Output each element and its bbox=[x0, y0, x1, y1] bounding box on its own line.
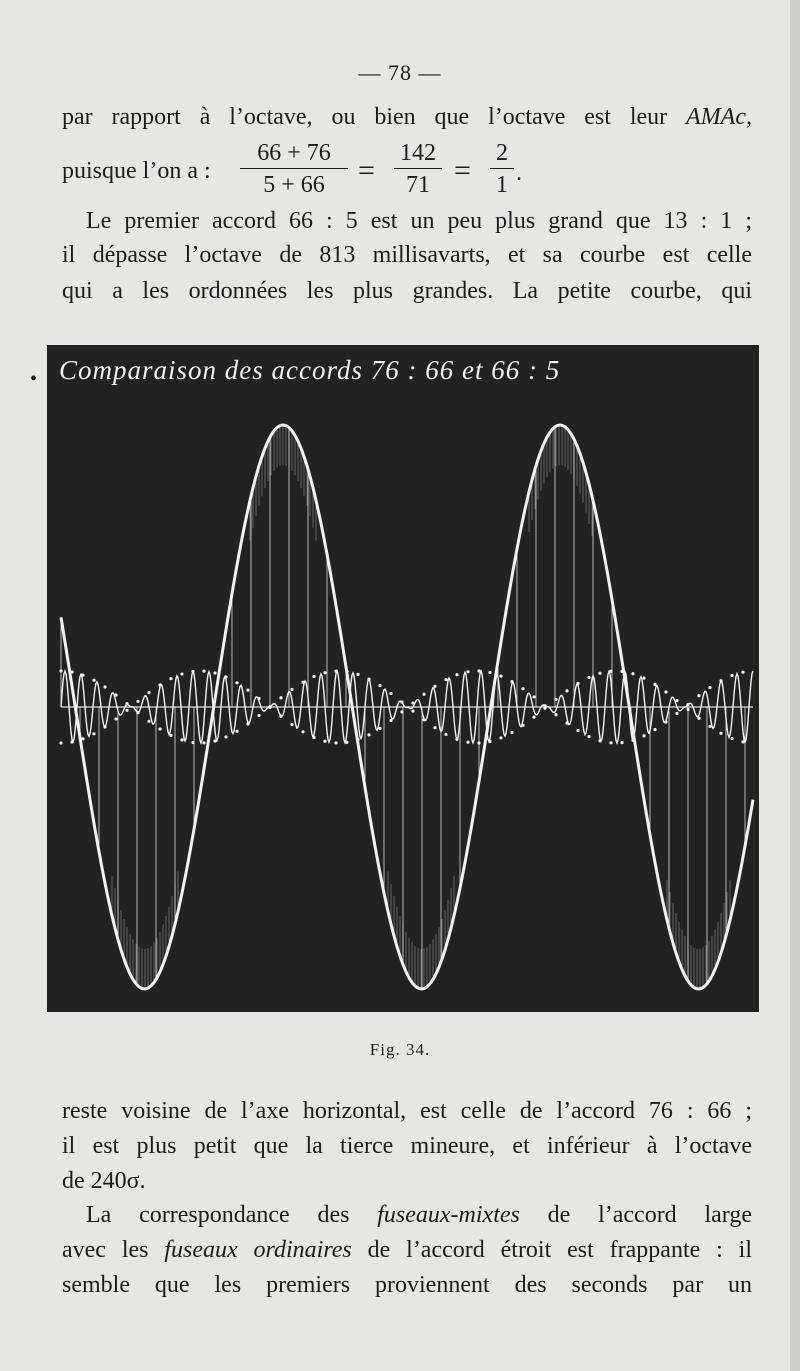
text-line: de 240σ. bbox=[62, 1168, 146, 1194]
figure-caption: Fig. 34. bbox=[369, 1040, 431, 1059]
envelope-dot bbox=[323, 671, 326, 674]
envelope-dot bbox=[224, 675, 227, 678]
envelope-dot bbox=[455, 673, 458, 676]
envelope-dot bbox=[213, 739, 216, 742]
envelope-dot bbox=[224, 735, 227, 738]
italic-term: AMAc, bbox=[686, 104, 752, 130]
text-line: reste voisine de l’axe horizontal, est celle de l’accord 76 : 66 ; bbox=[62, 1098, 752, 1124]
envelope-dot bbox=[125, 702, 128, 705]
envelope-dot bbox=[741, 740, 744, 743]
envelope-dot bbox=[81, 737, 84, 740]
envelope-dot bbox=[488, 671, 491, 674]
text-span: de l’accord étroit est frappante : il bbox=[351, 1237, 752, 1263]
envelope-dot bbox=[675, 712, 678, 715]
envelope-dot bbox=[312, 736, 315, 739]
text-line: qui a les ordonnées les plus grandes. La petite courbe, qui bbox=[62, 278, 752, 304]
fraction-denominator: 71 bbox=[406, 172, 430, 198]
envelope-dot bbox=[114, 717, 117, 720]
envelope-dot bbox=[323, 740, 326, 743]
envelope-dot bbox=[708, 686, 711, 689]
envelope-dot bbox=[686, 703, 689, 706]
envelope-dot bbox=[433, 685, 436, 688]
envelope-dot bbox=[719, 732, 722, 735]
envelope-dot bbox=[290, 688, 293, 691]
envelope-dot bbox=[367, 733, 370, 736]
text-span: avec les bbox=[62, 1237, 165, 1263]
envelope-dot bbox=[147, 720, 150, 723]
italic-term: fuseaux-mixtes bbox=[377, 1202, 520, 1228]
text-line bbox=[62, 1233, 752, 1267]
envelope-dot bbox=[664, 690, 667, 693]
text-line bbox=[62, 100, 752, 134]
envelope-dot bbox=[653, 683, 656, 686]
envelope-dot bbox=[444, 733, 447, 736]
envelope-dot bbox=[631, 672, 634, 675]
envelope-dot bbox=[521, 724, 524, 727]
envelope-dot bbox=[609, 670, 612, 673]
formula-period: . bbox=[516, 160, 522, 186]
envelope-dot bbox=[92, 732, 95, 735]
envelope-dot bbox=[345, 741, 348, 744]
envelope-dot bbox=[510, 680, 513, 683]
envelope-dot bbox=[235, 730, 238, 733]
envelope-dot bbox=[169, 677, 172, 680]
envelope-dot bbox=[697, 694, 700, 697]
envelope-dot bbox=[70, 740, 73, 743]
envelope-dot bbox=[466, 670, 469, 673]
envelope-dot bbox=[477, 741, 480, 744]
envelope-dot bbox=[521, 687, 524, 690]
envelope-dot bbox=[169, 734, 172, 737]
envelope-dot bbox=[565, 689, 568, 692]
fraction-1 bbox=[240, 138, 348, 199]
envelope-dot bbox=[620, 670, 623, 673]
page-number: — 78 — bbox=[358, 60, 442, 85]
envelope-dot bbox=[114, 693, 117, 696]
envelope-dot bbox=[290, 723, 293, 726]
envelope-dot bbox=[158, 727, 161, 730]
envelope-dot bbox=[664, 720, 667, 723]
envelope-dot bbox=[620, 741, 623, 744]
figure-title: Comparaison des accords 76 : 66 et 66 : 5 bbox=[59, 355, 561, 385]
envelope-dot bbox=[587, 735, 590, 738]
envelope-dot bbox=[257, 714, 260, 717]
envelope-dot bbox=[411, 701, 414, 704]
envelope-dot bbox=[191, 670, 194, 673]
envelope-dot bbox=[422, 718, 425, 721]
envelope-dot bbox=[367, 678, 370, 681]
envelope-dot bbox=[631, 739, 634, 742]
waveform-figure bbox=[47, 345, 759, 1012]
equals-sign: = bbox=[358, 154, 375, 187]
envelope-dot bbox=[455, 738, 458, 741]
envelope-dot bbox=[499, 736, 502, 739]
envelope-dot bbox=[697, 717, 700, 720]
envelope-dot bbox=[213, 671, 216, 674]
envelope-dot bbox=[554, 698, 557, 701]
envelope-dot bbox=[642, 677, 645, 680]
envelope-dot bbox=[422, 693, 425, 696]
envelope-dot bbox=[378, 727, 381, 730]
text-line: il dépasse l’octave de 813 millisavarts, et sa courbe est celle bbox=[62, 242, 752, 268]
figure-plate bbox=[47, 345, 759, 1012]
formula-lead: puisque l’on a : bbox=[62, 158, 211, 184]
text-line: semble que les premiers proviennent des seconds par un bbox=[62, 1272, 752, 1298]
fraction-2 bbox=[394, 138, 442, 199]
equals-sign: = bbox=[454, 154, 471, 187]
envelope-dot bbox=[334, 669, 337, 672]
envelope-dot bbox=[59, 741, 62, 744]
page-edge bbox=[790, 0, 800, 1371]
text-line: il est plus petit que la tierce mineure, et inférieur à l’octave bbox=[62, 1133, 752, 1159]
text-line: Le premier accord 66 : 5 est un peu plus grand que 13 : 1 ; bbox=[86, 208, 752, 234]
envelope-dot bbox=[103, 685, 106, 688]
envelope-dot bbox=[268, 706, 271, 709]
envelope-dot bbox=[444, 678, 447, 681]
envelope-dot bbox=[180, 672, 183, 675]
envelope-dot bbox=[400, 710, 403, 713]
envelope-dot bbox=[598, 672, 601, 675]
envelope-dot bbox=[488, 740, 491, 743]
envelope-dot bbox=[202, 741, 205, 744]
envelope-dot bbox=[400, 701, 403, 704]
envelope-dot bbox=[158, 683, 161, 686]
fraction-numerator: 142 bbox=[400, 140, 436, 166]
envelope-dot bbox=[246, 722, 249, 725]
formula bbox=[62, 138, 622, 202]
italic-term: fuseaux ordinaires bbox=[164, 1237, 352, 1263]
envelope-dot bbox=[136, 711, 139, 714]
envelope-dot bbox=[312, 675, 315, 678]
envelope-dot bbox=[532, 695, 535, 698]
envelope-dot bbox=[675, 699, 678, 702]
margin-mark: • bbox=[30, 368, 38, 390]
fraction-numerator: 2 bbox=[496, 140, 508, 166]
envelope-dot bbox=[356, 673, 359, 676]
envelope-dot bbox=[532, 715, 535, 718]
envelope-dot bbox=[136, 700, 139, 703]
envelope-dot bbox=[59, 669, 62, 672]
envelope-dot bbox=[543, 707, 546, 710]
envelope-dot bbox=[565, 722, 568, 725]
text-span: La correspondance des bbox=[86, 1202, 378, 1228]
text-span: de l’accord large bbox=[519, 1202, 752, 1228]
envelope-dot bbox=[378, 684, 381, 687]
envelope-dot bbox=[554, 713, 557, 716]
envelope-dot bbox=[235, 681, 238, 684]
envelope-dot bbox=[103, 725, 106, 728]
envelope-dot bbox=[576, 729, 579, 732]
envelope-dot bbox=[279, 696, 282, 699]
envelope-dot bbox=[180, 738, 183, 741]
envelope-dot bbox=[719, 679, 722, 682]
envelope-dot bbox=[279, 715, 282, 718]
envelope-dot bbox=[147, 691, 150, 694]
envelope-dot bbox=[356, 738, 359, 741]
envelope-dot bbox=[499, 674, 502, 677]
envelope-dot bbox=[334, 741, 337, 744]
envelope-dot bbox=[433, 726, 436, 729]
envelope-dot bbox=[345, 670, 348, 673]
fraction-3 bbox=[490, 138, 514, 199]
envelope-dot bbox=[92, 679, 95, 682]
envelope-dot bbox=[466, 741, 469, 744]
envelope-dot bbox=[202, 670, 205, 673]
envelope-dot bbox=[81, 674, 84, 677]
envelope-dot bbox=[70, 670, 73, 673]
envelope-dot bbox=[587, 676, 590, 679]
envelope-dot bbox=[246, 689, 249, 692]
envelope-dot bbox=[576, 682, 579, 685]
envelope-dot bbox=[191, 741, 194, 744]
envelope-dot bbox=[301, 681, 304, 684]
envelope-dot bbox=[510, 731, 513, 734]
text-line bbox=[62, 1198, 752, 1232]
fraction-numerator: 66 + 76 bbox=[257, 140, 331, 166]
fraction-denominator: 1 bbox=[496, 172, 508, 198]
envelope-dot bbox=[125, 709, 128, 712]
envelope-dot bbox=[653, 728, 656, 731]
fraction-denominator: 5 + 66 bbox=[263, 172, 325, 198]
text-span: par rapport à l’octave, ou bien que l’octave est leur bbox=[62, 104, 687, 130]
envelope-dot bbox=[642, 734, 645, 737]
envelope-dot bbox=[477, 669, 480, 672]
envelope-dot bbox=[389, 719, 392, 722]
envelope-dot bbox=[598, 739, 601, 742]
envelope-dot bbox=[741, 671, 744, 674]
envelope-dot bbox=[730, 674, 733, 677]
envelope-dot bbox=[389, 692, 392, 695]
envelope-dot bbox=[411, 709, 414, 712]
envelope-dot bbox=[686, 708, 689, 711]
envelope-dot bbox=[609, 741, 612, 744]
envelope-dot bbox=[730, 737, 733, 740]
envelope-dot bbox=[257, 697, 260, 700]
envelope-dot bbox=[301, 730, 304, 733]
envelope-dot bbox=[708, 725, 711, 728]
